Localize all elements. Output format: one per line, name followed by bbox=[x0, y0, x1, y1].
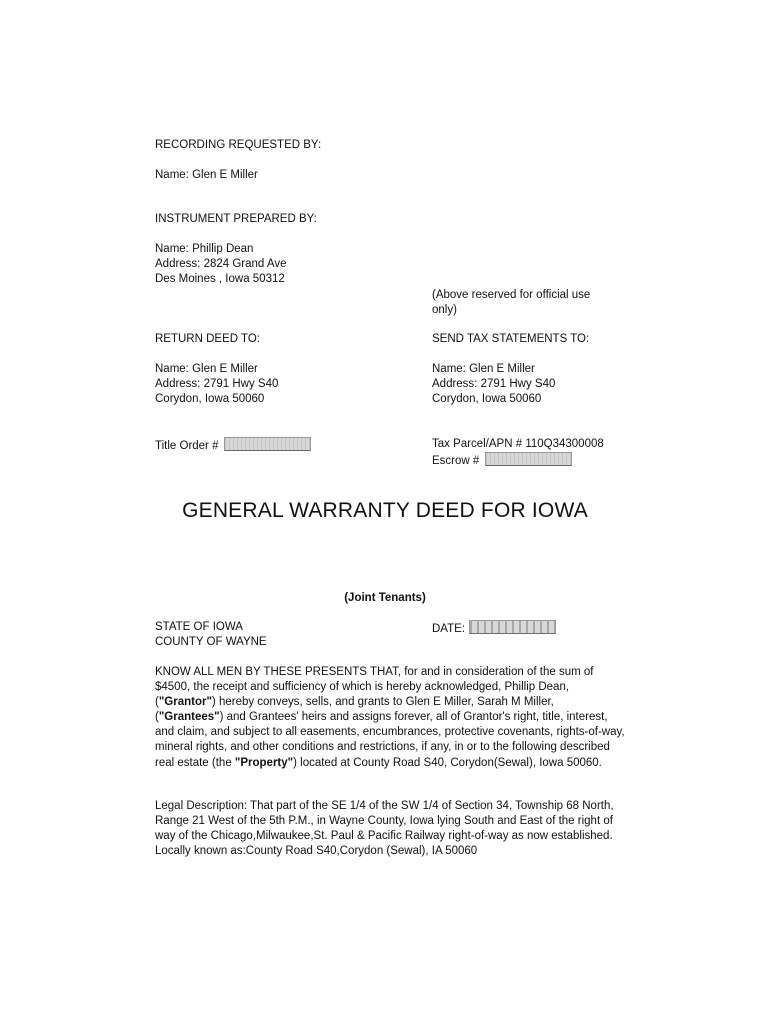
recording-requested-name: Name: Glen E Miller bbox=[155, 169, 258, 181]
legal-description-text: Legal Description: That part of the SE 1/4 of the SW 1/4 of Section 34, Township 68 North, Range 21 West of the 5th P.M., in Wayne County, Iowa lying South and East of the right of way of the Chicago,Milwaukee,St. Paul & Pacific Railway right-of-way as now established. Locally known as:County Road S40,Corydon (Sewal), IA 50060 bbox=[155, 800, 614, 858]
title-order-label: Title Order # bbox=[155, 440, 219, 452]
tax-statements-address: Address: 2791 Hwy S40 bbox=[432, 378, 556, 390]
date-field[interactable] bbox=[469, 620, 556, 634]
county-line: COUNTY OF WAYNE bbox=[155, 636, 267, 648]
title-order-field[interactable] bbox=[224, 437, 311, 451]
recording-requested-heading: RECORDING REQUESTED BY: bbox=[155, 139, 322, 151]
consideration-text-3: ) and Grantees' heirs and assigns forever, all of Grantor's right, title, interest, and claim, and subject to all easements, encumbrances, protective covenants, rights-of-way, mineral rights, and other conditions and restrictions, if any, in or to the following described real estate (the bbox=[155, 711, 625, 769]
property-term: "Property" bbox=[234, 756, 294, 769]
preparer-name: Name: Phillip Dean bbox=[155, 243, 254, 255]
tax-parcel-number: Tax Parcel/APN # 110Q34300008 bbox=[432, 438, 604, 450]
escrow-row bbox=[432, 452, 572, 469]
preparer-address: Address: 2824 Grand Ave bbox=[155, 258, 287, 270]
return-deed-name: Name: Glen E Miller bbox=[155, 363, 258, 375]
document-title: GENERAL WARRANTY DEED FOR IOWA bbox=[182, 499, 588, 522]
tax-statements-name: Name: Glen E Miller bbox=[432, 363, 535, 375]
escrow-field[interactable] bbox=[485, 452, 572, 466]
consideration-text-2: ) hereby conveys, sells, and grants to Glen E Miller, Sarah M Miller, ( bbox=[155, 696, 554, 724]
instrument-prepared-heading: INSTRUMENT PREPARED BY: bbox=[155, 213, 317, 225]
tax-statements-heading: SEND TAX STATEMENTS TO: bbox=[432, 333, 590, 345]
joint-tenants-subtitle: (Joint Tenants) bbox=[344, 592, 426, 604]
consideration-text-1: KNOW ALL MEN BY THESE PRESENTS THAT, for and in consideration of the sum of $4500, the receipt and sufficiency of which is hereby acknowledged, Phillip Dean, ( bbox=[155, 666, 594, 709]
tax-statements-city: Corydon, Iowa 50060 bbox=[432, 393, 542, 405]
legal-description-paragraph bbox=[155, 799, 625, 859]
grantor-term: "Grantor" bbox=[158, 696, 212, 709]
date-row bbox=[432, 620, 556, 637]
state-line: STATE OF IOWA bbox=[155, 621, 243, 633]
return-deed-heading: RETURN DEED TO: bbox=[155, 333, 261, 345]
escrow-label: Escrow # bbox=[432, 455, 480, 467]
preparer-city: Des Moines , Iowa 50312 bbox=[155, 273, 285, 285]
return-deed-city: Corydon, Iowa 50060 bbox=[155, 393, 265, 405]
return-deed-address: Address: 2791 Hwy S40 bbox=[155, 378, 279, 390]
consideration-paragraph bbox=[155, 665, 625, 771]
title-order-row bbox=[155, 437, 311, 454]
grantees-term: "Grantees" bbox=[158, 711, 220, 724]
reserved-note-line1: (Above reserved for official use bbox=[432, 289, 591, 301]
consideration-text-4: ) located at County Road S40, Corydon(Sewal), Iowa 50060. bbox=[293, 756, 602, 769]
reserved-note-line2: only) bbox=[432, 304, 457, 316]
date-label: DATE: bbox=[432, 623, 466, 635]
